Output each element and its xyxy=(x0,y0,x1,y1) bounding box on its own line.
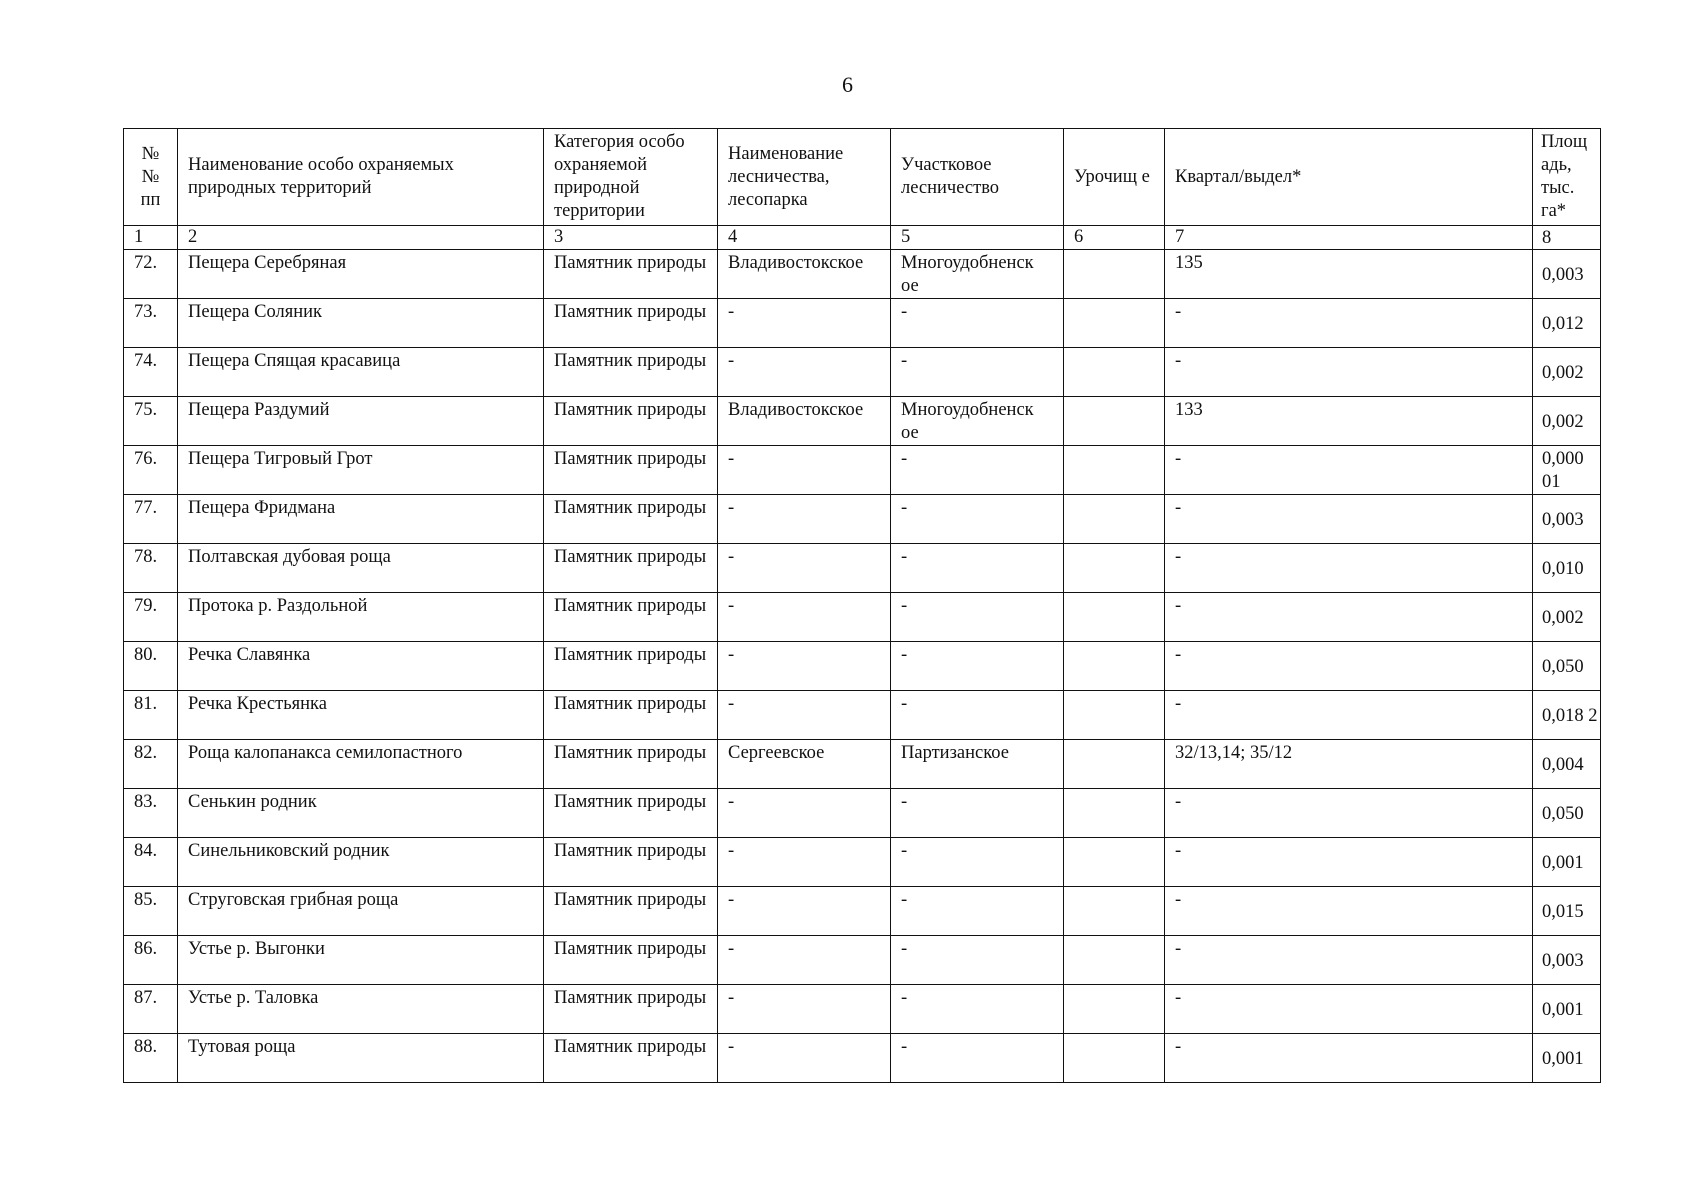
cell-col-area: 0,004 xyxy=(1533,740,1601,789)
cell-col-area: 0,002 xyxy=(1533,397,1601,446)
table-row xyxy=(124,446,1601,495)
cell-col-name: Протока р. Раздольной xyxy=(178,593,544,642)
cell-col-district-forestry: - xyxy=(891,642,1064,691)
cell-col-district-forestry: - xyxy=(891,495,1064,544)
cell-col-forestry: - xyxy=(718,887,891,936)
cell-col-number: 75. xyxy=(124,397,178,446)
cell-col-name: Речка Крестьянка xyxy=(178,691,544,740)
cell-col-forestry: - xyxy=(718,838,891,887)
cell-col-area: 0,002 xyxy=(1533,593,1601,642)
cell-col-tract xyxy=(1064,299,1165,348)
cell-col-category: Памятник природы xyxy=(544,936,718,985)
table-row xyxy=(124,397,1601,446)
cell-col-district-forestry: Многоудобненск ое xyxy=(891,397,1064,446)
cell-col-area: 0,050 xyxy=(1533,642,1601,691)
table-row xyxy=(124,789,1601,838)
cell-col-quarter-section: - xyxy=(1165,446,1533,495)
cell-col-area: 0,012 xyxy=(1533,299,1601,348)
cell-col-tract xyxy=(1064,250,1165,299)
cell-col-district-forestry: - xyxy=(891,593,1064,642)
page-number: 6 xyxy=(842,72,853,97)
header-col-tract: Урочищ е xyxy=(1064,129,1165,226)
cell-col-category: Памятник природы xyxy=(544,985,718,1034)
table-row xyxy=(124,838,1601,887)
cell-col-name: 2 xyxy=(178,226,544,250)
cell-col-tract xyxy=(1064,397,1165,446)
cell-col-area: 0,003 xyxy=(1533,936,1601,985)
cell-col-area: 0,000 01 xyxy=(1533,446,1601,495)
cell-col-quarter-section: 7 xyxy=(1165,226,1533,250)
cell-col-quarter-section: 135 xyxy=(1165,250,1533,299)
table-row xyxy=(124,495,1601,544)
cell-col-name: Струговская грибная роща xyxy=(178,887,544,936)
cell-col-tract xyxy=(1064,985,1165,1034)
cell-col-district-forestry: Многоудобненск ое xyxy=(891,250,1064,299)
cell-col-quarter-section: - xyxy=(1165,789,1533,838)
cell-col-forestry: - xyxy=(718,348,891,397)
cell-col-category: Памятник природы xyxy=(544,838,718,887)
cell-col-tract xyxy=(1064,446,1165,495)
table-row xyxy=(124,299,1601,348)
cell-col-number: 81. xyxy=(124,691,178,740)
cell-col-name: Роща калопанакса семилопастного xyxy=(178,740,544,789)
cell-col-category: Памятник природы xyxy=(544,299,718,348)
header-col-area: Площ адь, тыс. га* xyxy=(1533,129,1601,226)
cell-col-number: 1 xyxy=(124,226,178,250)
cell-col-category: Памятник природы xyxy=(544,642,718,691)
cell-col-name: Пещера Тигровый Грот xyxy=(178,446,544,495)
cell-col-forestry: - xyxy=(718,446,891,495)
cell-col-number: 72. xyxy=(124,250,178,299)
cell-col-forestry: Владивостокское xyxy=(718,250,891,299)
cell-col-category: 3 xyxy=(544,226,718,250)
cell-col-forestry: - xyxy=(718,985,891,1034)
cell-col-area: 0,001 xyxy=(1533,985,1601,1034)
column-index-row xyxy=(124,226,1601,250)
cell-col-name: Устье р. Выгонки xyxy=(178,936,544,985)
cell-col-quarter-section: - xyxy=(1165,1034,1533,1083)
cell-col-district-forestry: - xyxy=(891,446,1064,495)
cell-col-area: 0,001 xyxy=(1533,1034,1601,1083)
cell-col-tract xyxy=(1064,789,1165,838)
cell-col-district-forestry: - xyxy=(891,985,1064,1034)
cell-col-tract xyxy=(1064,887,1165,936)
cell-col-name: Пещера Соляник xyxy=(178,299,544,348)
protected-areas-table xyxy=(123,128,1601,1083)
cell-col-name: Сенькин родник xyxy=(178,789,544,838)
cell-col-name: Пещера Фридмана xyxy=(178,495,544,544)
table-header-row xyxy=(124,129,1601,226)
cell-col-name: Синельниковский родник xyxy=(178,838,544,887)
cell-col-district-forestry: - xyxy=(891,691,1064,740)
cell-col-tract xyxy=(1064,691,1165,740)
cell-col-category: Памятник природы xyxy=(544,544,718,593)
cell-col-forestry: - xyxy=(718,936,891,985)
cell-col-category: Памятник природы xyxy=(544,1034,718,1083)
cell-col-district-forestry: - xyxy=(891,348,1064,397)
cell-col-quarter-section: 32/13,14; 35/12 xyxy=(1165,740,1533,789)
cell-col-quarter-section: - xyxy=(1165,544,1533,593)
cell-col-category: Памятник природы xyxy=(544,397,718,446)
cell-col-tract xyxy=(1064,838,1165,887)
cell-col-category: Памятник природы xyxy=(544,348,718,397)
header-col-district-forestry: Участковое лесничество xyxy=(891,129,1064,226)
cell-col-district-forestry: Партизанское xyxy=(891,740,1064,789)
table-row xyxy=(124,250,1601,299)
cell-col-category: Памятник природы xyxy=(544,789,718,838)
cell-col-area: 0,015 xyxy=(1533,887,1601,936)
cell-col-area: 0,010 xyxy=(1533,544,1601,593)
cell-col-area: 0,003 xyxy=(1533,250,1601,299)
table-row xyxy=(124,740,1601,789)
cell-col-name: Пещера Раздумий xyxy=(178,397,544,446)
table-row xyxy=(124,985,1601,1034)
cell-col-number: 77. xyxy=(124,495,178,544)
cell-col-quarter-section: - xyxy=(1165,691,1533,740)
header-col-name: Наименование особо охраняемых природных территорий xyxy=(178,129,544,226)
cell-col-number: 74. xyxy=(124,348,178,397)
cell-col-district-forestry: - xyxy=(891,887,1064,936)
cell-col-quarter-section: - xyxy=(1165,495,1533,544)
cell-col-tract xyxy=(1064,642,1165,691)
cell-col-name: Пещера Спящая красавица xyxy=(178,348,544,397)
cell-col-district-forestry: - xyxy=(891,544,1064,593)
cell-col-area: 0,001 xyxy=(1533,838,1601,887)
table-row xyxy=(124,691,1601,740)
cell-col-quarter-section: - xyxy=(1165,985,1533,1034)
cell-col-number: 80. xyxy=(124,642,178,691)
cell-col-tract xyxy=(1064,544,1165,593)
cell-col-area: 0,002 xyxy=(1533,348,1601,397)
cell-col-quarter-section: - xyxy=(1165,838,1533,887)
cell-col-quarter-section: 133 xyxy=(1165,397,1533,446)
header-col-number: № № пп xyxy=(124,129,178,226)
cell-col-tract: 6 xyxy=(1064,226,1165,250)
cell-col-category: Памятник природы xyxy=(544,593,718,642)
header-col-forestry: Наименование лесничества, лесопарка xyxy=(718,129,891,226)
cell-col-tract xyxy=(1064,593,1165,642)
cell-col-quarter-section: - xyxy=(1165,887,1533,936)
cell-col-quarter-section: - xyxy=(1165,299,1533,348)
cell-col-number: 86. xyxy=(124,936,178,985)
cell-col-forestry: - xyxy=(718,544,891,593)
cell-col-area: 8 xyxy=(1533,226,1601,250)
cell-col-area: 0,018 2 xyxy=(1533,691,1601,740)
cell-col-quarter-section: - xyxy=(1165,593,1533,642)
cell-col-tract xyxy=(1064,936,1165,985)
cell-col-forestry: - xyxy=(718,1034,891,1083)
cell-col-forestry: 4 xyxy=(718,226,891,250)
cell-col-forestry: - xyxy=(718,495,891,544)
cell-col-district-forestry: - xyxy=(891,299,1064,348)
cell-col-category: Памятник природы xyxy=(544,691,718,740)
table-row xyxy=(124,348,1601,397)
cell-col-category: Памятник природы xyxy=(544,446,718,495)
cell-col-district-forestry: 5 xyxy=(891,226,1064,250)
cell-col-forestry: - xyxy=(718,691,891,740)
cell-col-area: 0,050 xyxy=(1533,789,1601,838)
cell-col-number: 79. xyxy=(124,593,178,642)
cell-col-category: Памятник природы xyxy=(544,495,718,544)
cell-col-number: 84. xyxy=(124,838,178,887)
header-col-quarter-section: Квартал/выдел* xyxy=(1165,129,1533,226)
table-row xyxy=(124,1034,1601,1083)
cell-col-district-forestry: - xyxy=(891,838,1064,887)
cell-col-forestry: - xyxy=(718,299,891,348)
cell-col-name: Тутовая роща xyxy=(178,1034,544,1083)
cell-col-number: 85. xyxy=(124,887,178,936)
cell-col-number: 83. xyxy=(124,789,178,838)
cell-col-tract xyxy=(1064,495,1165,544)
cell-col-category: Памятник природы xyxy=(544,887,718,936)
cell-col-forestry: - xyxy=(718,789,891,838)
cell-col-quarter-section: - xyxy=(1165,642,1533,691)
cell-col-area: 0,003 xyxy=(1533,495,1601,544)
table-row xyxy=(124,936,1601,985)
cell-col-forestry: Сергеевское xyxy=(718,740,891,789)
cell-col-number: 88. xyxy=(124,1034,178,1083)
cell-col-forestry: - xyxy=(718,642,891,691)
cell-col-name: Устье р. Таловка xyxy=(178,985,544,1034)
cell-col-district-forestry: - xyxy=(891,936,1064,985)
cell-col-number: 87. xyxy=(124,985,178,1034)
cell-col-district-forestry: - xyxy=(891,789,1064,838)
table-row xyxy=(124,642,1601,691)
cell-col-category: Памятник природы xyxy=(544,740,718,789)
cell-col-category: Памятник природы xyxy=(544,250,718,299)
cell-col-quarter-section: - xyxy=(1165,348,1533,397)
cell-col-number: 76. xyxy=(124,446,178,495)
cell-col-name: Полтавская дубовая роща xyxy=(178,544,544,593)
cell-col-number: 73. xyxy=(124,299,178,348)
cell-col-forestry: Владивостокское xyxy=(718,397,891,446)
cell-col-name: Пещера Серебряная xyxy=(178,250,544,299)
header-col-category: Категория особо охраняемой природной территории xyxy=(544,129,718,226)
table-row xyxy=(124,887,1601,936)
cell-col-tract xyxy=(1064,348,1165,397)
table-body xyxy=(124,129,1601,1083)
table-row xyxy=(124,593,1601,642)
cell-col-number: 78. xyxy=(124,544,178,593)
table-row xyxy=(124,544,1601,593)
cell-col-number: 82. xyxy=(124,740,178,789)
cell-col-district-forestry: - xyxy=(891,1034,1064,1083)
cell-col-tract xyxy=(1064,1034,1165,1083)
cell-col-name: Речка Славянка xyxy=(178,642,544,691)
cell-col-tract xyxy=(1064,740,1165,789)
cell-col-quarter-section: - xyxy=(1165,936,1533,985)
cell-col-forestry: - xyxy=(718,593,891,642)
